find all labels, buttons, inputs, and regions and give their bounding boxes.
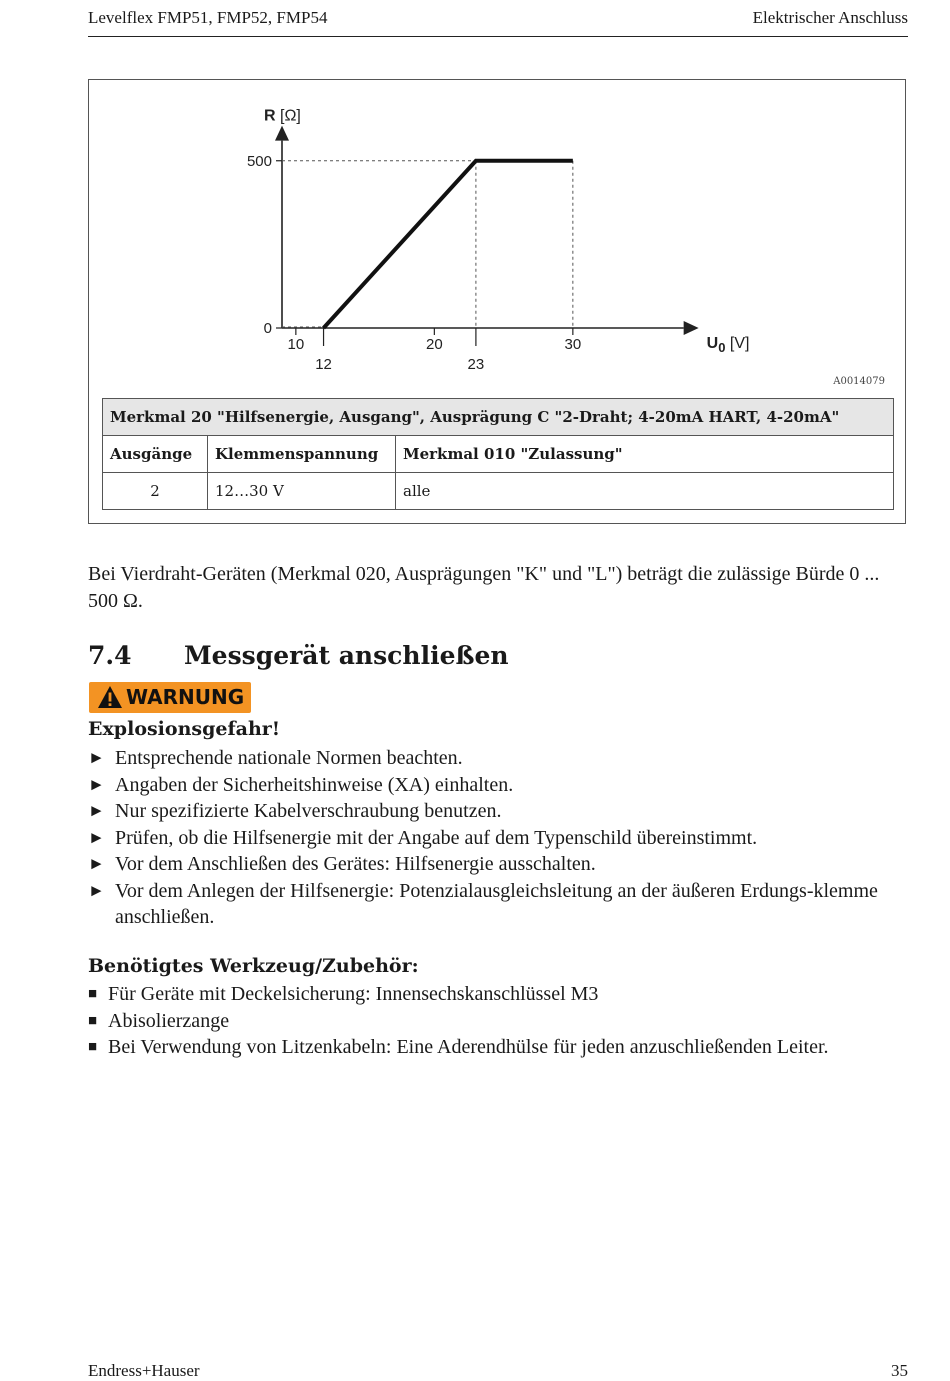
tools-title: Benötigtes Werkzeug/Zubehör: <box>88 955 419 977</box>
list-item: ► Vor dem Anlegen der Hilfsenergie: Potenzialausgleichsleitung an der äußeren Erdungs-klemme anschließen. <box>88 879 878 928</box>
list-item: ► Nur spezifizierte Kabelverschraubung benutzen. <box>88 798 898 825</box>
x-tick-label: 30 <box>564 336 582 353</box>
list-item: ■ Bei Verwendung von Litzenkabeln: Eine Aderendhülse für jeden anzuschließenden Leiter. <box>88 1034 908 1061</box>
arrow-marker-icon: ► <box>88 854 105 873</box>
y-axis-arrow-icon <box>275 126 289 141</box>
arrow-marker-icon: ► <box>88 774 105 794</box>
table-caption: Merkmal 20 "Hilfsenergie, Ausgang", Ausprägung C "2-Draht; 4-20mA HART, 4-20mA" <box>103 399 894 436</box>
x-tick-label: 20 <box>426 336 443 353</box>
x-tick-label: 10 <box>287 336 305 353</box>
list-item: ► Prüfen, ob die Hilfsenergie mit der Angabe auf dem Typenschild übereinstimmt. <box>88 825 898 852</box>
x-mark-label: 23 <box>467 356 485 373</box>
y-axis-label: R [Ω] <box>264 107 301 125</box>
list-item: ► Vor dem Anschließen des Gerätes: Hilfsenergie ausschalten. <box>88 851 898 878</box>
figure-box <box>88 79 906 524</box>
section-heading <box>88 641 509 670</box>
table-header-terminal-voltage: Klemmenspannung <box>208 436 396 473</box>
table-header-outputs: Ausgänge <box>103 436 208 473</box>
square-bullet-icon: ■ <box>88 1039 98 1055</box>
warning-badge <box>89 682 251 713</box>
load-diagram <box>89 80 905 390</box>
arrow-marker-icon: ► <box>88 748 105 767</box>
section-number: 7.4 <box>88 641 132 670</box>
list-item: ► Entsprechende nationale Normen beachten. <box>88 745 898 772</box>
arrow-marker-icon: ► <box>88 801 105 820</box>
x-mark-label: 12 <box>315 356 332 373</box>
tools-list <box>88 981 908 1061</box>
table-cell-outputs: 2 <box>103 473 208 510</box>
x-axis-label: $U_0$ [V] <box>706 335 750 355</box>
list-item: ► Angaben der Sicherheitshinweise (XA) einhalten. <box>88 772 898 799</box>
page-number: 35 <box>891 1361 908 1380</box>
footer-brand: Endress+Hauser <box>88 1361 200 1380</box>
list-item: ■ Für Geräte mit Deckelsicherung: Innensechskanschlüssel M3 <box>88 981 908 1008</box>
list-item: ■ Abisolierzange <box>88 1008 908 1035</box>
table-cell-approval: alle <box>396 473 894 510</box>
table-cell-terminal-voltage: 12…30 V <box>208 473 396 510</box>
figure-id: A0014079 <box>833 376 885 387</box>
section-title: Messgerät anschließen <box>184 641 509 670</box>
y-tick-label: 500 <box>246 152 272 170</box>
y-tick-label: 0 <box>263 320 272 337</box>
warning-title: Explosionsgefahr! <box>88 718 281 740</box>
page-header <box>88 6 908 37</box>
square-bullet-icon: ■ <box>88 986 98 1002</box>
warning-badge-label: WARNUNG <box>126 685 245 709</box>
body-paragraph: Bei Vierdraht-Geräten (Merkmal 020, Ausprägungen "K" und "L") beträgt die zulässige Bürde 0 ... 500 Ω. <box>88 563 880 612</box>
header-chapter-title: Elektrischer Anschluss <box>752 8 908 27</box>
square-bullet-icon: ■ <box>88 1012 98 1029</box>
table-header-approval: Merkmal 010 "Zulassung" <box>396 436 894 473</box>
load-curve <box>324 161 573 328</box>
spec-table <box>102 398 894 510</box>
warning-triangle-icon <box>97 685 123 709</box>
x-axis-arrow-icon <box>684 321 699 335</box>
header-document-title: Levelflex FMP51, FMP52, FMP54 <box>88 8 328 27</box>
warning-list <box>88 745 898 931</box>
arrow-marker-icon: ► <box>88 827 105 847</box>
arrow-marker-icon: ► <box>88 880 105 900</box>
